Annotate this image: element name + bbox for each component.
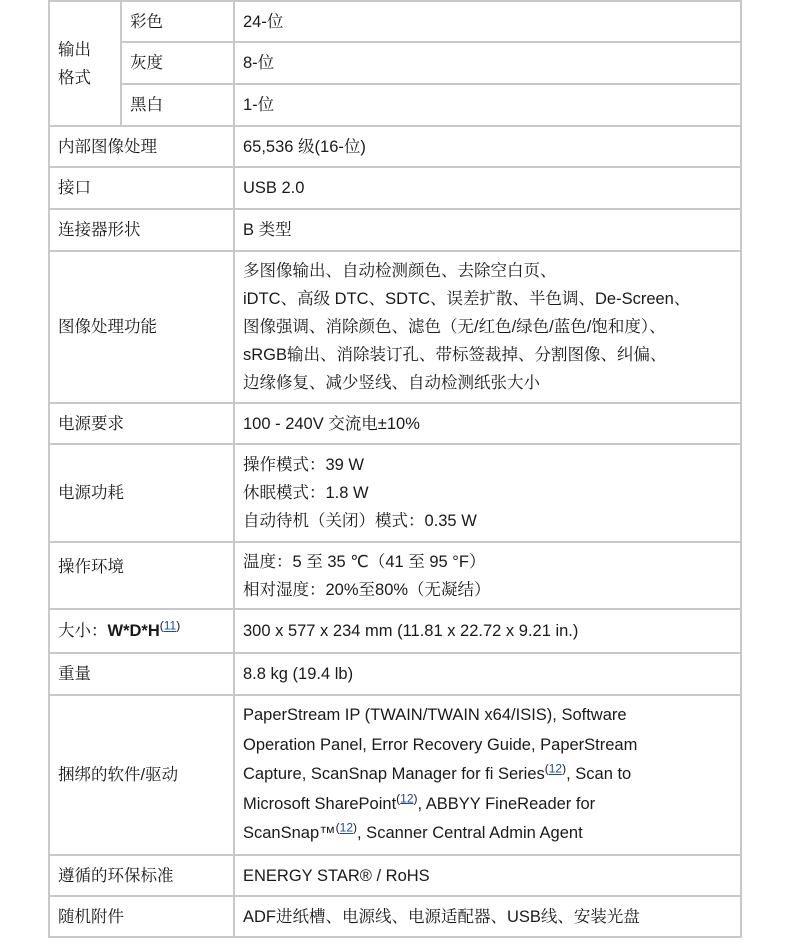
output-gray-value: 8-位 [234,42,741,84]
accessories-label: 随机附件 [49,896,234,937]
row-interface [49,167,741,209]
row-connector [49,209,741,251]
row-environment [49,542,741,609]
output-gray-name: 灰度 [121,42,234,84]
software-footnote-link[interactable]: 12 [548,761,563,776]
row-weight [49,653,741,695]
output-color-name: 彩色 [121,1,234,42]
power-consumption-line: 操作模式：39 W [243,456,365,474]
eco-value: ENERGY STAR® / RoHS [234,855,741,896]
weight-label: 重量 [49,653,234,695]
software-line: ScanSnap™$^{(12)}$, Scanner Central Admin Agent [243,820,583,843]
software-line: Capture, ScanSnap Manager for fi Series$^{(12)}$, Scan to [243,761,632,784]
row-eco [49,855,741,896]
power-consumption-line: 休眠模式：1.8 W [243,484,369,502]
row-image-functions [49,251,741,403]
output-format-label: 输出格式 [49,1,121,126]
internal-processing-value: 65,536 级(16-位) [234,126,741,167]
software-label: 捆绑的软件/驱动 [49,695,234,855]
accessories-value: ADF进纸槽、电源线、电源适配器、USB线、安装光盘 [234,896,741,937]
size-label: 大小：$W*D*H^{(11)}$ [49,609,234,653]
power-consumption-label: 电源功耗 [49,444,234,542]
interface-value: USB 2.0 [234,167,741,209]
software-footnote-link[interactable]: 12 [339,820,354,835]
image-functions-line: sRGB输出、消除装订孔、带标签裁掉、分割图像、纠偏、 [243,346,667,364]
power-consumption-line: 自动待机（关闭）模式：0.35 W [243,512,477,530]
software-value [234,695,741,855]
eco-label: 遵循的环保标准 [49,855,234,896]
output-bw-name: 黑白 [121,84,234,126]
environment-value [234,542,741,609]
environment-line: 相对湿度：20%至80%（无凝结） [243,580,491,599]
image-functions-line: iDTC、高级 DTC、SDTC、误差扩散、半色调、De-Screen、 [243,290,691,308]
image-functions-line: 边缘修复、减少竖线、自动检测纸张大小 [243,374,540,392]
power-consumption-value [234,444,741,542]
image-functions-value [234,251,741,403]
row-power-req [49,403,741,444]
connector-value: B 类型 [234,209,741,251]
image-functions-label: 图像处理功能 [49,251,234,403]
connector-label: 连接器形状 [49,209,234,251]
row-power-consumption [49,444,741,542]
software-footnote-link[interactable]: 12 [400,791,414,806]
image-functions-line: 多图像输出、自动检测颜色、去除空白页、 [243,262,557,280]
environment-label: 操作环境 [49,542,234,609]
weight-value: 8.8 kg (19.4 lb) [234,653,741,695]
output-color-value: 24-位 [234,1,741,42]
internal-processing-label: 内部图像处理 [49,126,234,167]
environment-line: 温度：5 至 35 ℃（41 至 95 °F） [243,552,486,571]
software-line: Microsoft SharePoint$^{(12)}$, ABBYY FineReader for [243,791,596,813]
interface-label: 接口 [49,167,234,209]
power-req-value: 100 - 240V 交流电±10% [234,403,741,444]
output-bw-value: 1-位 [234,84,741,126]
software-line: PaperStream IP (TWAIN/TWAIN x64/ISIS), Software [243,706,627,725]
image-functions-line: 图像强调、消除颜色、滤色（无/红色/绿色/蓝色/饱和度）、 [243,318,666,336]
row-output-color [49,1,741,42]
size-value: 300 x 577 x 234 mm (11.81 x 22.72 x 9.21 in.) [234,609,741,653]
row-software [49,695,741,855]
row-output-gray [49,42,741,84]
row-accessories [49,896,741,937]
row-size [49,609,741,653]
row-internal-processing [49,126,741,167]
size-footnote-link[interactable]: 11 [163,618,177,633]
spec-table [48,0,742,938]
software-line: Operation Panel, Error Recovery Guide, PaperStream [243,735,638,754]
power-req-label: 电源要求 [49,403,234,444]
row-output-bw [49,84,741,126]
